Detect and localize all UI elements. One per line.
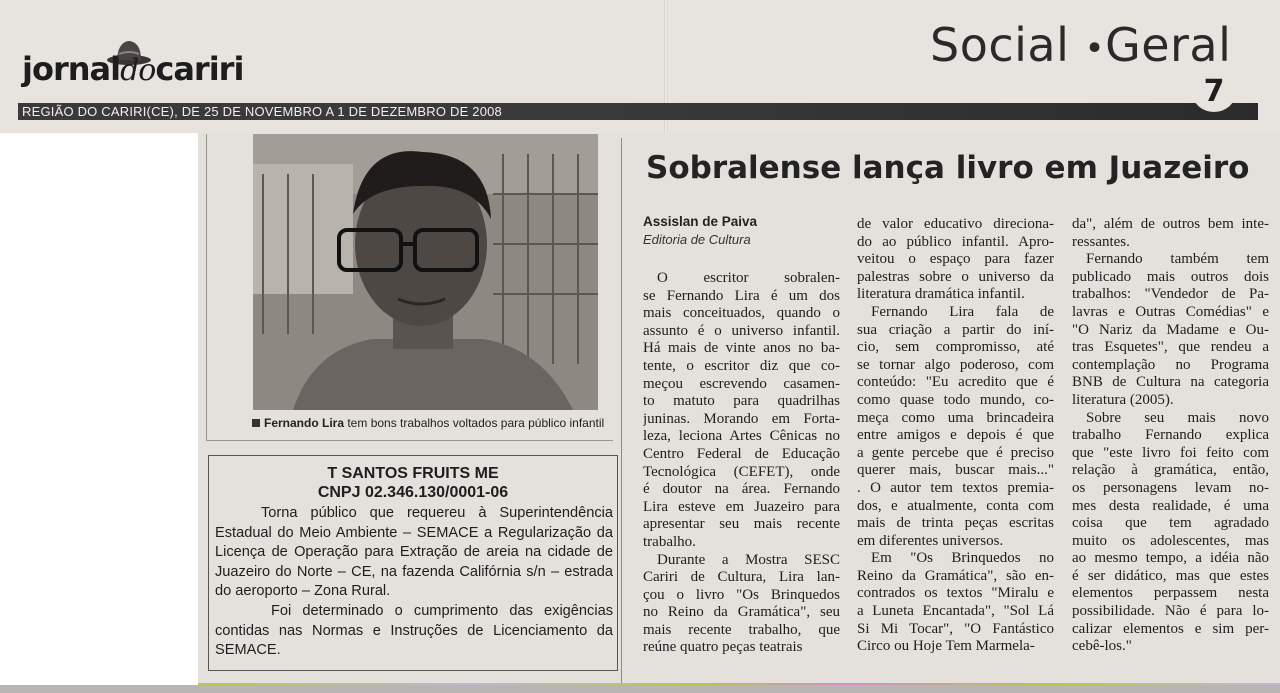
article-line: veitou o espaço para fazer	[857, 251, 1054, 268]
article-line: O escritor sobralen-	[657, 270, 840, 286]
article-column-3	[1072, 216, 1269, 656]
article-headline: Sobralense lança livro em Juazeiro	[646, 150, 1250, 186]
article-line: lavras e Outras Comédias" e	[1072, 303, 1269, 320]
caption-name: Fernando Lira	[264, 416, 345, 430]
article-author: Assislan de Paiva	[643, 214, 758, 229]
article-line: entre amigos e depois é que	[857, 427, 1054, 444]
article-line: meça como uma brincadeira	[857, 409, 1054, 426]
article-line: elementos perpassem nesta	[1072, 585, 1269, 602]
article-line: a Luneta Encantada", "Sol Lá	[857, 603, 1054, 620]
logo-word-do: do	[120, 53, 156, 88]
section-separator: •	[1084, 28, 1106, 69]
notice-company: T SANTOS FRUITS ME	[327, 465, 499, 482]
article-line: Lira esteve em Juazeiro para	[643, 498, 840, 515]
article-line: ao mesmo tempo, a idéia não	[1072, 550, 1269, 567]
article-line: Tecnológica (CEFET), onde	[643, 463, 840, 480]
article-line: Fernando também tem	[1086, 251, 1269, 268]
article-line: Reino da Gramática", são en-	[857, 567, 1054, 584]
article-line: reúne quatro peças teatrais	[643, 639, 803, 656]
article-column-1	[643, 270, 840, 657]
article-line: querer mais, buscar mais..."	[857, 462, 1054, 479]
article-line: da", além de outros bem inte-	[1072, 216, 1269, 232]
article-line: trabalho Fernando explica	[1072, 427, 1269, 444]
column-rule	[621, 138, 622, 683]
article-line: no Reino da Gramática", seu	[643, 604, 840, 621]
article-line: se tornar algo poderoso, com	[857, 356, 1054, 373]
article-line: se Fernando Lira é um dos	[643, 287, 840, 304]
article-line: meçou escrevendo casamen-	[643, 375, 840, 392]
article-line: conteúdo: "Eu acredito que é	[857, 374, 1054, 391]
section-title	[930, 18, 1231, 72]
article-line: BNB de Cultura na categoria	[1072, 374, 1269, 391]
article-line: sua criação a partir do iní-	[857, 321, 1054, 338]
article-line: to matuto para quadrilhas	[643, 393, 840, 410]
article-line: os personagens levam no-	[1072, 479, 1269, 496]
article-line: Circo ou Hoje Tem Marmela-	[857, 638, 1035, 655]
article-line: mes desta realidade, é uma	[1072, 497, 1269, 514]
article-line: cio, sem compromisso, até	[857, 339, 1054, 356]
article-line: cebê-los."	[1072, 638, 1132, 655]
article-line: Durante a Mostra SESC	[657, 551, 840, 568]
article-line: Cariri de Cultura, Lira lan-	[643, 569, 840, 586]
article-line: que "este livro foi feito com	[1072, 444, 1269, 461]
article-line: Sobre seu mais novo	[1086, 409, 1269, 426]
article-line: de valor educativo direciona-	[857, 216, 1054, 232]
logo-word-jornal: jornal	[22, 50, 121, 88]
photo-left-rule	[206, 134, 207, 440]
newspaper-logo	[22, 50, 243, 96]
photo-caption	[252, 416, 612, 430]
author-photo	[253, 134, 598, 410]
article-line: contemplação no Programa	[1072, 356, 1269, 373]
article-line: relação à gramática, então,	[1072, 462, 1269, 479]
caption-text: tem bons trabalhos voltados para público infantil	[344, 416, 605, 430]
article-line: mais recente trabalho, que	[643, 621, 840, 638]
logo-word-cariri: cariri	[155, 50, 244, 88]
article-line: ressantes.	[1072, 233, 1130, 250]
bottom-edge	[0, 685, 1280, 693]
article-line: dos, e atualmente, conta com	[857, 497, 1054, 514]
article-line: publicado mais outros dois	[1072, 268, 1269, 285]
legal-notice-box	[208, 455, 618, 671]
article-line: trabalhos: "Vendedor de Pa-	[1072, 286, 1269, 303]
article-line: coisa que tem agradado	[1072, 515, 1269, 532]
article-line: çou o livro "Os Brinquedos	[643, 586, 840, 603]
article-line: assunto é o universo infantil.	[643, 322, 840, 339]
edition-date: REGIÃO DO CARIRI(CE), DE 25 DE NOVEMBRO A 1 DE DEZEMBRO DE 2008	[22, 104, 502, 119]
article-line: do ao público infantil. Apro-	[857, 233, 1054, 250]
article-line: . O autor tem textos premia-	[857, 479, 1054, 496]
section-geral: Geral	[1105, 18, 1232, 72]
article-line: em diferentes universos.	[857, 532, 1004, 549]
article-line: muito os adolescentes, mas	[1072, 532, 1269, 549]
article-line: "O Nariz da Madame e Ou-	[1072, 321, 1269, 338]
article-line: Há mais de vinte anos no ba-	[643, 340, 840, 357]
article-line: Si Mi Tocar", "O Fantástico	[857, 620, 1054, 637]
notice-heading	[209, 464, 617, 502]
article-line: possibilidade. Não é para lo-	[1072, 603, 1269, 620]
article-line: tente, o escritor diz que co-	[643, 357, 840, 374]
article-editoria: Editoria de Cultura	[643, 232, 751, 247]
article-line: palestras sobre o universo da	[857, 268, 1054, 285]
article-line: literatura (2005).	[1072, 391, 1174, 408]
article-line: contrados os textos "Miralu e	[857, 585, 1054, 602]
article-line: é doutor na área. Fernando	[643, 481, 840, 498]
notice-paragraph-2: Foi determinado o cumprimento das exigências contidas nas Normas e Instruções de Licenciamento da SEMACE.	[215, 603, 613, 659]
article-line: a gente percebe que é preciso	[857, 444, 1054, 461]
article-line: leza, leciona Artes Cênicas no	[643, 428, 840, 445]
article-line: trabalho.	[643, 533, 696, 550]
article-line: é ser didático, mas que estes	[1072, 567, 1269, 584]
photo-bottom-rule	[206, 440, 613, 441]
section-social: Social	[930, 18, 1070, 72]
article-line: como quase todo mundo, co-	[857, 391, 1054, 408]
article-line: apresentar seu mais recente	[643, 516, 840, 533]
article-line: tras Esquetes", que rendeu a	[1072, 339, 1269, 356]
article-line: calizar elementos e sim per-	[1072, 620, 1269, 637]
portrait-image	[253, 134, 598, 410]
article-line: Centro Federal de Educação	[643, 445, 840, 462]
notice-paragraph-1: Torna público que requereu à Superintendência Estadual do Meio Ambiente – SEMACE a Regularização da Licença de Operação para Extração de areia na cidade de Juazeiro do Norte – CE, na fazenda Califórnia s/n – estrada do aeroporto – Zona Rural.	[215, 505, 613, 600]
article-line: literatura dramática infantil.	[857, 286, 1025, 303]
article-line: Fernando Lira fala de	[871, 303, 1054, 320]
notice-cnpj: CNPJ 02.346.130/0001-06	[317, 484, 509, 501]
page-number: 7	[1192, 72, 1236, 112]
article-line: mais de trinta peças escritas	[857, 515, 1054, 532]
article-line: Em "Os Brinquedos no	[871, 550, 1054, 567]
article-line: mais conceituados, quando o	[643, 305, 840, 322]
article-column-2	[857, 216, 1054, 656]
article-line: juninas. Morando em Forta-	[643, 410, 840, 427]
caption-bullet-icon	[252, 419, 260, 427]
